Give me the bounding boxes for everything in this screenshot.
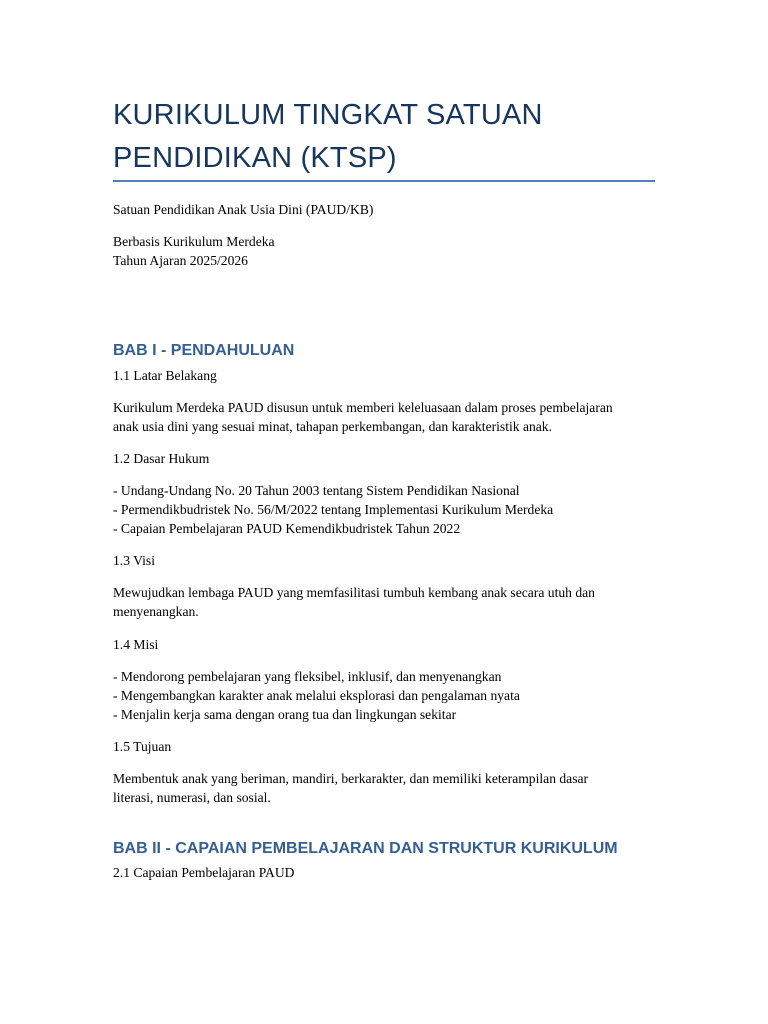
list-item: - Undang-Undang No. 20 Tahun 2003 tentang Sistem Pendidikan Nasional bbox=[113, 483, 520, 498]
section-1-3-title: 1.3 Visi bbox=[113, 553, 155, 568]
section-1-4-list bbox=[113, 667, 673, 724]
body-line: Mewujudkan lembaga PAUD yang memfasilitasi tumbuh kembang anak secara utuh dan bbox=[113, 585, 595, 600]
intro-basis: Berbasis Kurikulum Merdeka bbox=[113, 234, 275, 249]
body-line: menyenangkan. bbox=[113, 604, 199, 619]
section-1-3-body bbox=[113, 583, 673, 621]
list-item: - Capaian Pembelajaran PAUD Kemendikbudristek Tahun 2022 bbox=[113, 521, 461, 536]
section-1-2-list bbox=[113, 481, 673, 538]
bab2-heading: BAB II - CAPAIAN PEMBELAJARAN DAN STRUKTUR KURIKULUM bbox=[113, 840, 618, 857]
bab1-heading: BAB I - PENDAHULUAN bbox=[113, 342, 295, 359]
intro-block bbox=[113, 232, 673, 270]
document-title bbox=[113, 94, 658, 180]
list-item: - Permendikbudristek No. 56/M/2022 tentang Implementasi Kurikulum Merdeka bbox=[113, 502, 554, 517]
intro-year: Tahun Ajaran 2025/2026 bbox=[113, 253, 248, 268]
title-underline bbox=[113, 180, 655, 182]
section-2-1-title: 2.1 Capaian Pembelajaran PAUD bbox=[113, 865, 295, 880]
section-1-1-body bbox=[113, 398, 673, 436]
title-line-1: KURIKULUM TINGKAT SATUAN bbox=[113, 99, 543, 131]
list-item: - Menjalin kerja sama dengan orang tua dan lingkungan sekitar bbox=[113, 707, 457, 722]
list-item: - Mendorong pembelajaran yang fleksibel, inklusif, dan menyenangkan bbox=[113, 669, 502, 684]
body-line: Kurikulum Merdeka PAUD disusun untuk memberi keleluasaan dalam proses pembelajaran bbox=[113, 400, 613, 415]
section-1-4-title: 1.4 Misi bbox=[113, 637, 159, 652]
title-line-2: PENDIDIKAN (KTSP) bbox=[113, 142, 397, 174]
section-1-1-title: 1.1 Latar Belakang bbox=[113, 368, 217, 383]
section-1-2-title: 1.2 Dasar Hukum bbox=[113, 451, 210, 466]
list-item: - Mengembangkan karakter anak melalui eksplorasi dan pengalaman nyata bbox=[113, 688, 520, 703]
body-line: literasi, numerasi, dan sosial. bbox=[113, 790, 271, 805]
body-line: Membentuk anak yang beriman, mandiri, berkarakter, dan memiliki keterampilan dasar bbox=[113, 771, 589, 786]
section-1-5-body bbox=[113, 769, 673, 807]
section-1-5-title: 1.5 Tujuan bbox=[113, 739, 172, 754]
body-line: anak usia dini yang sesuai minat, tahapan perkembangan, dan karakteristik anak. bbox=[113, 419, 553, 434]
intro-unit: Satuan Pendidikan Anak Usia Dini (PAUD/KB) bbox=[113, 202, 374, 217]
